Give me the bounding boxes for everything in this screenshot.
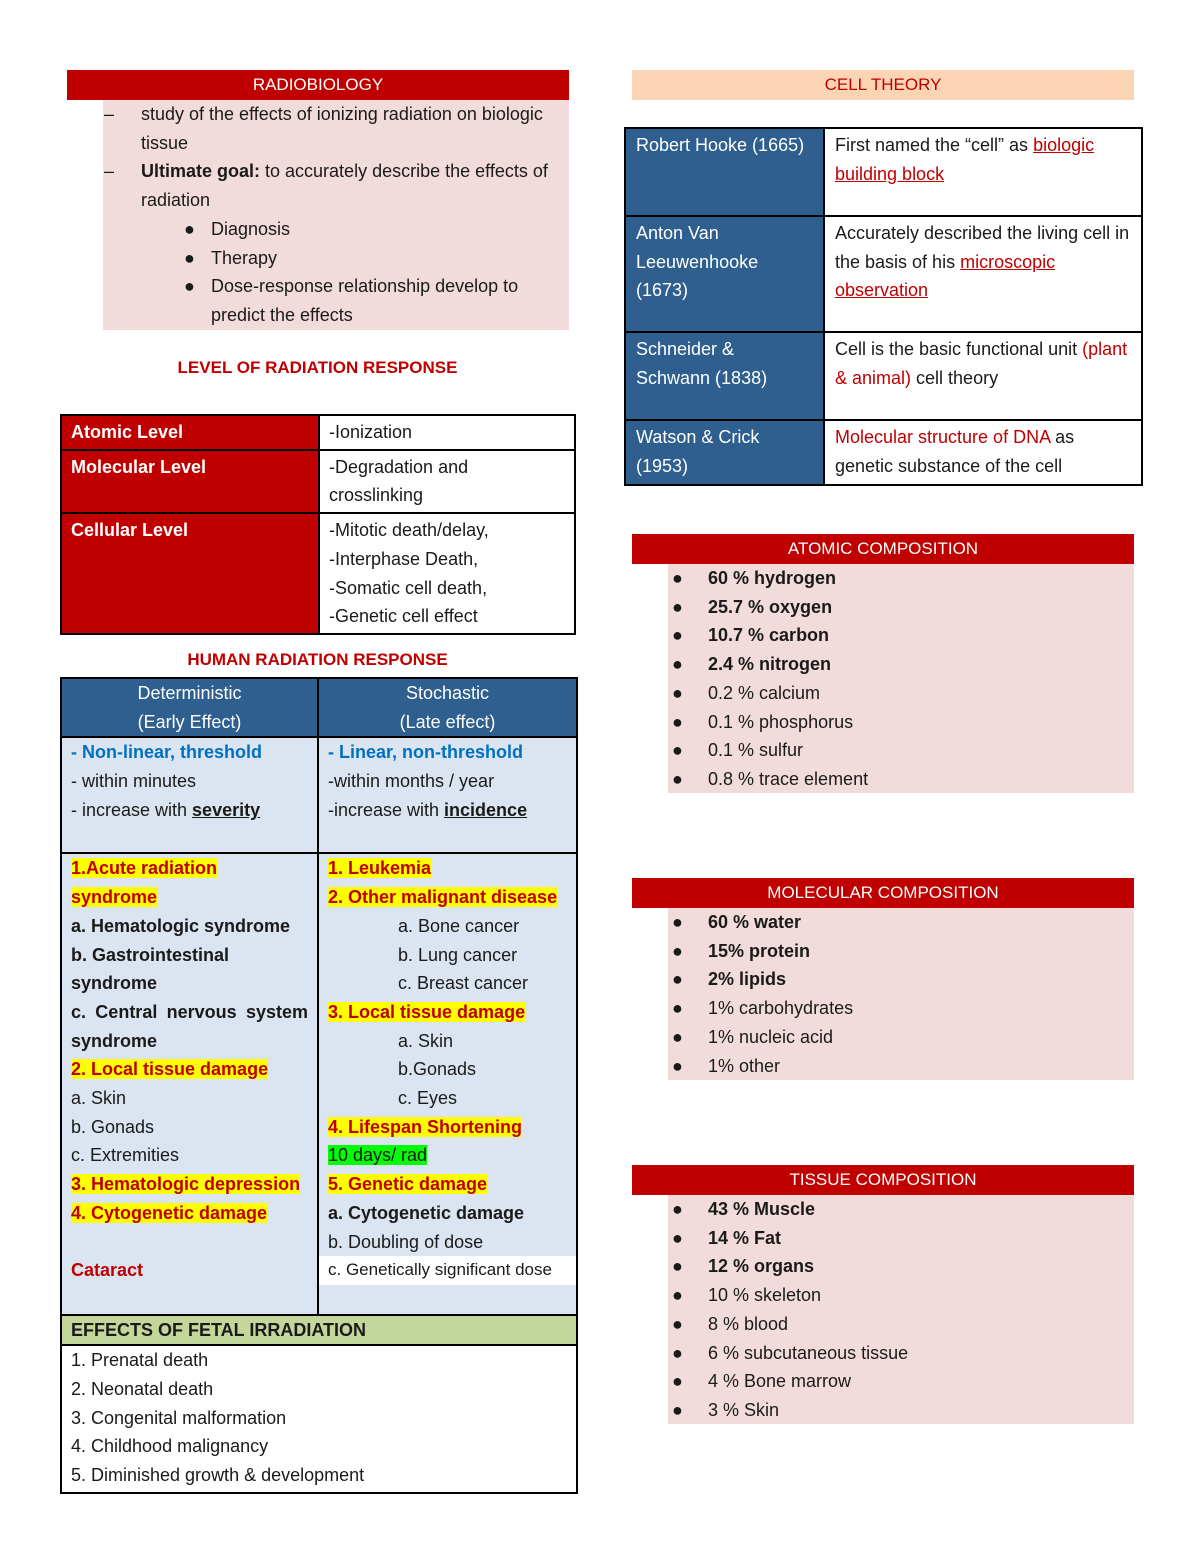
level-item: -Somatic cell death, — [329, 577, 488, 598]
fetal-item: 1. Prenatal death — [71, 1350, 209, 1371]
cell-theory-table — [624, 127, 1143, 486]
bullet-diagnosis: ● Diagnosis — [184, 218, 291, 239]
tissue-item: ● 12 % organs — [672, 1256, 815, 1277]
atomic-item: ● 0.1 % sulfur — [672, 740, 804, 761]
molecular-item: ● 15% protein — [672, 940, 811, 961]
cell-theory-name: Anton Van Leeuwenhooke (1673) — [625, 216, 824, 332]
cell-theory-desc: Accurately described the living cell in the basis of his microscopic observation — [824, 216, 1142, 332]
atomic-item: ● 0.2 % calcium — [672, 682, 821, 703]
bullet-therapy: ● Therapy — [184, 247, 278, 268]
level-label: Molecular Level — [61, 450, 319, 513]
atomic-item: ● 60 % hydrogen — [672, 568, 837, 588]
molecular-item: ● 1% nucleic acid — [672, 1026, 834, 1047]
level-row-molecular — [61, 450, 575, 513]
molecular-item: ● 1% carbohydrates — [672, 998, 854, 1019]
level-item: -Genetic cell effect — [329, 606, 478, 627]
molecular-box — [668, 908, 1134, 1080]
atomic-box — [668, 564, 1134, 793]
atomic-item: ● 0.1 % phosphorus — [672, 711, 854, 732]
molecular-header: MOLECULAR COMPOSITION — [632, 878, 1134, 908]
stochastic-header: Stochastic (Late effect) — [318, 678, 577, 737]
level-item: -Mitotic death/delay, — [329, 520, 489, 541]
tissue-item: ● 4 % Bone marrow — [672, 1371, 852, 1392]
fetal-item: 4. Childhood malignancy — [71, 1436, 269, 1457]
molecular-item: ● 2% lipids — [672, 969, 787, 990]
level-label: Atomic Level — [61, 415, 319, 450]
level-row-cellular — [61, 513, 575, 634]
tissue-item: ● 43 % Muscle — [672, 1199, 816, 1219]
level-row-atomic — [61, 415, 575, 450]
cell-theory-name: Schneider & Schwann (1838) — [625, 332, 824, 420]
tissue-item: ● 10 % skeleton — [672, 1285, 822, 1306]
tissue-header: TISSUE COMPOSITION — [632, 1165, 1134, 1195]
level-title: LEVEL OF RADIATION RESPONSE — [177, 358, 458, 377]
cell-theory-desc: First named the “cell” as biologic building block — [824, 128, 1142, 216]
level-table — [60, 414, 576, 635]
level-value: -Degradation and crosslinking — [319, 450, 575, 513]
cell-theory-desc: Cell is the basic functional unit (plant & animal) cell theory — [824, 332, 1142, 420]
deterministic-traits: - Non-linear, threshold - within minutes - increase with severity — [61, 737, 318, 853]
stochastic-traits: - Linear, non-threshold -within months / year -increase with incidence — [318, 737, 577, 853]
deterministic-effects: 1.Acute radiation syndrome a. Hematologic syndrome b. Gastrointestinal syndrome c. Central nervous system syndrome 2. Local tissue damage a. Skin b. Gonads c. Extremities 3. Hematologic depression 4. Cytogenetic damage Cataract — [61, 853, 318, 1314]
atomic-item: ● 0.8 % trace element — [672, 768, 869, 789]
tissue-item: ● 14 % Fat — [672, 1227, 782, 1248]
fetal-item: 2. Neonatal death — [71, 1379, 214, 1400]
radiobiology-header: RADIOBIOLOGY — [67, 70, 569, 100]
cell-theory-header: CELL THEORY — [632, 70, 1134, 100]
fetal-item: 3. Congenital malformation — [71, 1407, 287, 1428]
atomic-header: ATOMIC COMPOSITION — [632, 534, 1134, 564]
human-title: HUMAN RADIATION RESPONSE — [187, 650, 448, 669]
tissue-box — [668, 1195, 1134, 1424]
atomic-item: ● 25.7 % oxygen — [672, 596, 833, 617]
cell-theory-name: Robert Hooke (1665) — [625, 128, 824, 216]
tissue-item: ● 8 % blood — [672, 1313, 789, 1334]
tissue-item: ● 6 % subcutaneous tissue — [672, 1342, 909, 1363]
level-item: -Interphase Death, — [329, 548, 479, 569]
radiobiology-box — [103, 100, 569, 330]
fetal-header: EFFECTS OF FETAL IRRADIATION — [61, 1315, 577, 1346]
radiobiology-goal: – Ultimate goal: to accurately describe the effects of radiation — [104, 161, 548, 211]
molecular-item: ● 1% other — [672, 1055, 781, 1076]
level-value: -Ionization — [319, 415, 575, 450]
tissue-item: ● 3 % Skin — [672, 1399, 780, 1420]
atomic-item: ● 10.7 % carbon — [672, 625, 830, 646]
fetal-list — [61, 1345, 577, 1493]
human-response-table — [60, 677, 578, 1494]
deterministic-header: Deterministic (Early Effect) — [61, 678, 318, 737]
atomic-item: ● 2.4 % nitrogen — [672, 654, 832, 675]
level-label: Cellular Level — [61, 513, 319, 634]
cell-theory-desc: Molecular structure of DNA as genetic substance of the cell — [824, 420, 1142, 485]
bullet-dose-response: ● Dose-response relationship develop to predict the effects — [184, 276, 519, 325]
level-value — [319, 513, 575, 634]
cell-theory-name: Watson & Crick (1953) — [625, 420, 824, 485]
molecular-item: ● 60 % water — [672, 912, 802, 932]
radiobiology-definition: – study of the effects of ionizing radiation on biologic tissue — [104, 104, 543, 153]
fetal-item: 5. Diminished growth & development — [71, 1465, 365, 1486]
stochastic-effects: 1. Leukemia 2. Other malignant disease a. Bone cancer b. Lung cancer c. Breast cancer 3. Local tissue damage a. Skin b.Gonads c. Eyes 4. Lifespan Shortening 10 days/ rad 5. Genetic damage a. Cytogenetic damage b. Doubling of dose c. Genetically significant dose — [318, 853, 577, 1314]
